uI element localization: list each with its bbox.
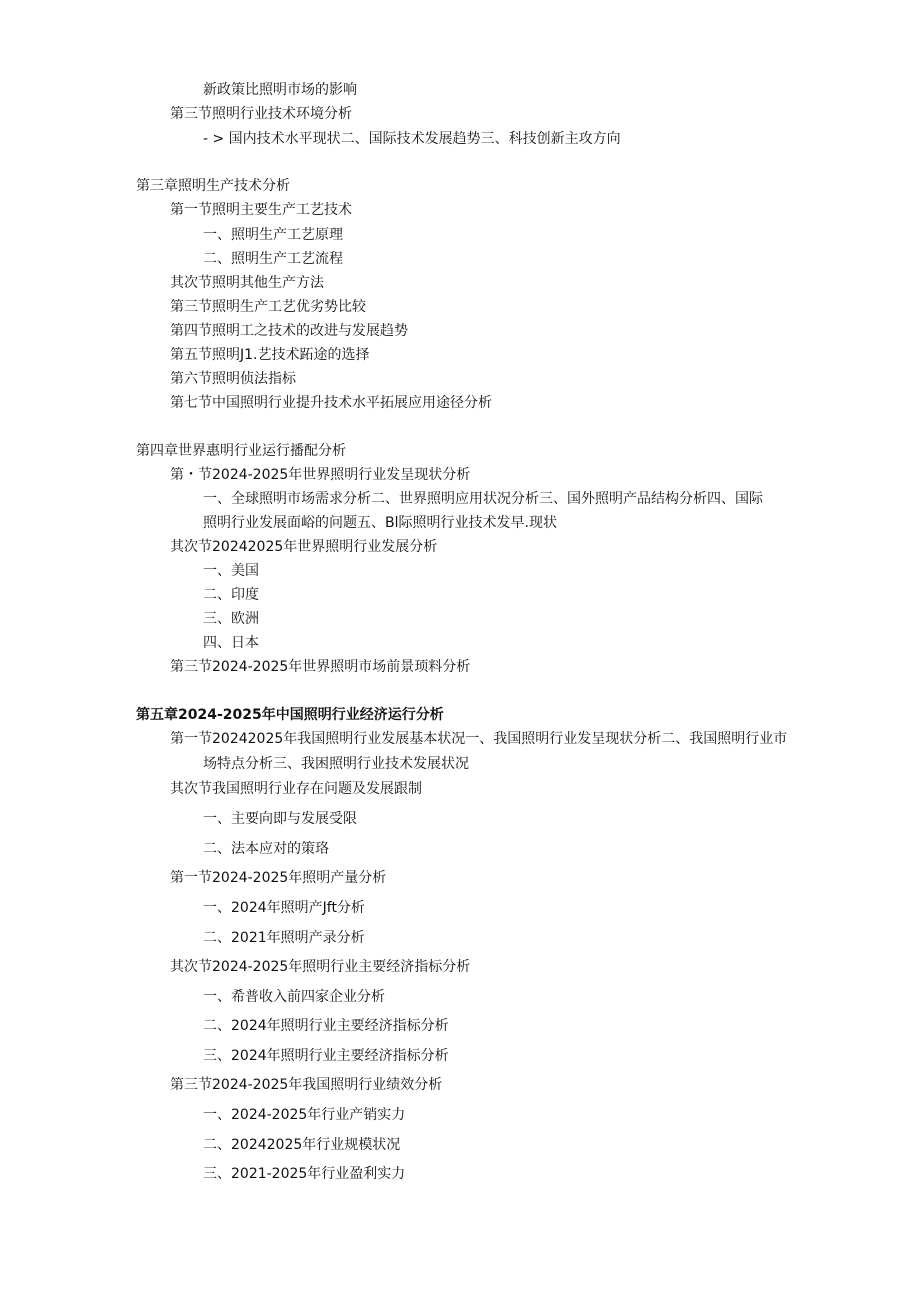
toc-entry-continuation: 场特点分析三、我困照明行业技术发展状况 (203, 756, 469, 772)
toc-section: 其次节2024-2025年照明行业主要经济指标分析 (170, 959, 471, 975)
toc-entry: 一、主要向即与发展受限 (203, 811, 357, 827)
toc-entry: 四、日本 (203, 635, 259, 651)
toc-entry: 一、照明生产工艺原理 (203, 227, 343, 243)
toc-chapter: 第三章照明生产技术分析 (136, 178, 290, 194)
toc-section: 第四节照明工之技术的改进与发展趋势 (170, 323, 408, 339)
toc-section: 第・节2024-2025年世界照明行业发呈现状分析 (170, 467, 471, 483)
toc-entry: 一、2024年照明产Jft分析 (203, 900, 365, 916)
toc-entry: 新政策比照明市场的影响 (203, 82, 357, 98)
toc-entry: 二、照明生产工艺流程 (203, 251, 343, 267)
toc-section: 其次节我国照明行业存在问题及发展跟制 (170, 781, 422, 797)
toc-section: 第一节照明主要生产工艺技术 (170, 202, 352, 218)
toc-chapter: 第四章世界惠明行业运行播配分析 (136, 443, 346, 459)
toc-section: 其次节照明其他生产方法 (170, 275, 324, 291)
toc-section: 第三节照明生产工艺优劣势比较 (170, 299, 366, 315)
toc-entry: 二、2021年照明产录分析 (203, 930, 365, 946)
toc-entry: 一、希普收入前四家企业分析 (203, 989, 385, 1005)
toc-chapter: 第五章2024-2025年中国照明行业经济运行分析 (136, 707, 444, 723)
toc-entry: 三、欧洲 (203, 611, 259, 627)
toc-entry: 二、印度 (203, 587, 259, 603)
toc-entry: 二、法本应对的策珞 (203, 841, 329, 857)
toc-section: 第一节2024-2025年照明产量分析 (170, 870, 387, 886)
toc-entry: - > 国内技术水平现状二、国际技术发展趋势三、科技创新主攻方向 (203, 131, 621, 147)
toc-entry: 一、2024-2025年行业产销实力 (203, 1107, 406, 1123)
toc-section: 第七节中国照明行业提升技术水平拓展应用途径分析 (170, 395, 492, 411)
toc-section: 第一节20242025年我国照明行业发展基本状况一、我国照明行业发呈现状分析二、我国照明行业市 (170, 731, 788, 747)
toc-section: 其次节20242025年世界照明行业发展分析 (170, 539, 438, 555)
toc-section: 第三节2024-2025年世界照明市场前景顼料分析 (170, 659, 471, 675)
toc-entry: 一、美国 (203, 563, 259, 579)
toc-section: 第三节2024-2025年我国照明行业绩效分析 (170, 1077, 443, 1093)
toc-entry: 二、2024年照明行业主要经济指标分析 (203, 1018, 449, 1034)
toc-entry: 三、2024年照明行业主要经济指标分析 (203, 1048, 449, 1064)
toc-section: 第三节照明行业技术环境分析 (170, 106, 352, 122)
toc-entry: 一、全球照明市场需求分析二、世界照明应用状况分析三、国外照明产品结构分析四、国际 (203, 491, 763, 507)
toc-section: 第五节照明J1.艺技术跖途的选择 (170, 347, 370, 363)
toc-entry: 三、2021-2025年行业盈利实力 (203, 1166, 406, 1182)
toc-entry-continuation: 照明行业发展面峪的问题五、Bl际照明行业技术发早.现状 (203, 515, 557, 531)
toc-entry: 二、20242025年行业规模状况 (203, 1137, 401, 1153)
toc-section: 第六节照明侦法指标 (170, 371, 296, 387)
